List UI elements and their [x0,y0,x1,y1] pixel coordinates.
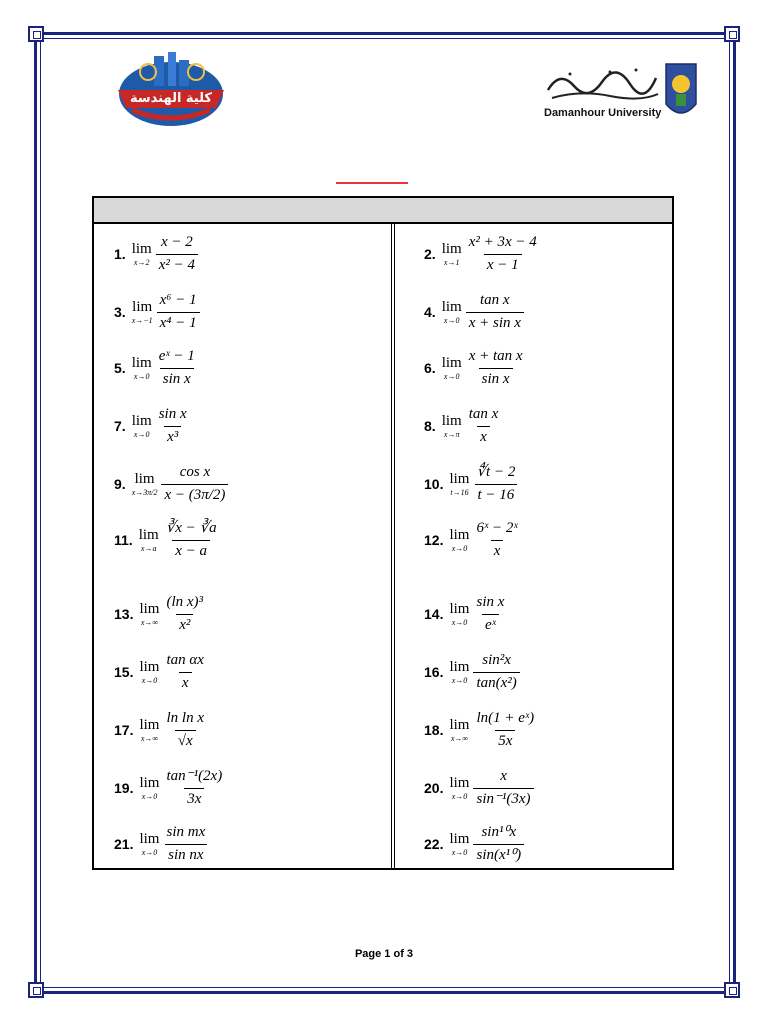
lim-word: lim [449,716,470,733]
fraction [473,520,520,560]
problem-number: 10. [424,476,444,492]
limit-problem [114,400,190,452]
lim-word: lim [441,412,462,429]
problem-number: 20. [424,780,444,796]
limit-problem [114,342,198,394]
fraction [466,292,524,332]
numerator: sin x [476,594,505,611]
title-underline [336,182,408,184]
lim-word: lim [131,240,152,257]
numerator: (ln x)³ [166,594,204,611]
denominator: 5x [495,730,515,750]
frame-corner-icon [724,982,740,998]
numerator: 6ˣ − 2ˣ [476,520,518,537]
denominator: x [179,672,192,692]
denominator: x² − 4 [156,254,198,274]
limit-approach: x→0 [141,675,158,685]
numerator: tan x [468,406,499,423]
limit-approach: x→0 [133,429,150,439]
lim-word: lim [131,412,152,429]
fraction [163,520,220,560]
problem-number: 22. [424,836,444,852]
limit-approach: x→0 [133,371,150,381]
problem-number: 9. [114,476,126,492]
lim-word: lim [139,716,160,733]
problem-number: 8. [424,418,436,434]
lim-word: lim [134,470,155,487]
lim-word: lim [138,526,159,543]
limit-operator [132,472,158,497]
limit-problem [114,458,228,510]
limit-approach: x→3π/2 [131,487,158,497]
problem-number: 13. [114,606,134,622]
numerator: cos x [179,464,211,481]
limit-problem [424,458,518,510]
limit-problem [114,286,200,338]
fraction [163,594,206,634]
denominator: tan(x²) [473,672,519,692]
limit-problem [114,228,198,280]
numerator: x − 2 [160,234,193,251]
limit-problem [424,228,540,280]
fraction [156,348,198,388]
lim-word: lim [449,470,470,487]
problem-number: 3. [114,304,126,320]
problem-number: 4. [424,304,436,320]
limit-operator [442,414,462,439]
limit-problem [424,286,524,338]
limit-approach: x→0 [451,617,468,627]
problem-number: 21. [114,836,134,852]
denominator: x − a [172,540,210,560]
lim-word: lim [139,658,160,675]
denominator: t − 16 [475,484,518,504]
numerator: x + tan x [468,348,523,365]
limit-operator [449,602,469,627]
limit-operator [139,660,159,685]
limit-approach: x→0 [451,847,468,857]
limit-approach: x→0 [451,543,468,553]
lim-word: lim [449,600,470,617]
lim-word: lim [449,526,470,543]
limit-problem [114,646,207,698]
numerator: x⁶ − 1 [159,292,197,309]
problem-number: 5. [114,360,126,376]
limit-problem [424,704,537,756]
limit-approach: x→0 [443,315,460,325]
limit-problem [424,646,520,698]
lim-word: lim [139,600,160,617]
problem-number: 14. [424,606,444,622]
limit-problem [424,588,507,640]
limit-operator [139,528,159,553]
limit-operator [449,660,469,685]
problem-number: 17. [114,722,134,738]
denominator: x [491,540,504,560]
numerator: tan x [480,292,510,309]
limit-operator [139,776,159,801]
fraction [473,824,524,864]
denominator: x³ [164,426,181,446]
problem-number: 6. [424,360,436,376]
lim-word: lim [441,240,462,257]
limit-operator [442,242,462,267]
fraction [161,464,228,504]
limit-problem [114,818,208,870]
limit-operator [442,300,462,325]
fraction [156,406,190,446]
numerator: x [500,768,507,785]
limit-problem [424,514,521,566]
denominator: sin⁻¹(3x) [473,788,533,808]
table-header-bar [94,198,672,224]
lim-word: lim [441,298,462,315]
fraction [163,824,208,864]
limit-problem [114,704,207,756]
limit-approach: x→0 [451,675,468,685]
problem-number: 18. [424,722,444,738]
problem-number: 2. [424,246,436,262]
numerator: ∛x − ∛a [165,520,217,537]
denominator: eˣ [482,614,499,634]
limit-operator [139,602,159,627]
limit-problem [424,342,526,394]
lim-word: lim [132,298,153,315]
limit-problem [424,400,501,452]
limit-problem [424,762,534,814]
fraction [157,292,200,332]
denominator: sin(x¹⁰) [473,844,524,864]
problem-number: 11. [114,532,133,548]
numerator: tan⁻¹(2x) [166,768,223,785]
denominator: x − 1 [484,254,522,274]
denominator: sin x [479,368,513,388]
limit-operator [132,242,152,267]
page-number: Page 1 of 3 [354,948,414,960]
numerator: ln ln x [166,710,204,727]
limit-operator [449,472,469,497]
fraction [473,594,507,634]
denominator: x⁴ − 1 [157,312,200,332]
problem-number: 7. [114,418,126,434]
numerator: sin¹⁰x [481,824,517,841]
numerator: sin x [158,406,187,423]
limit-operator [139,832,159,857]
lim-word: lim [449,774,470,791]
limit-problem [114,514,220,566]
limit-operator [449,832,469,857]
numerator: sin²x [482,652,511,669]
problem-number: 12. [424,532,444,548]
denominator: x + sin x [466,312,524,332]
fraction [163,652,206,692]
limit-approach: x→0 [451,791,468,801]
denominator: x [477,426,490,446]
frame-corner-icon [28,982,44,998]
limit-operator [449,718,469,743]
limit-approach: t→16 [450,487,469,497]
limit-approach: x→1 [443,257,460,267]
limit-approach: x→∞ [140,733,159,743]
lim-word: lim [441,354,462,371]
fraction [466,348,526,388]
fraction [473,464,518,504]
limit-operator [132,300,153,325]
numerator: ln(1 + eˣ) [476,710,535,727]
limit-approach: x→π [443,429,460,439]
denominator: sin x [160,368,194,388]
column-divider [391,224,395,870]
lim-word: lim [131,354,152,371]
frame-corner-icon [724,26,740,42]
limit-operator [132,414,152,439]
limit-problem [114,588,206,640]
limit-operator [449,776,469,801]
limit-approach: x→∞ [450,733,469,743]
frame-corner-icon [28,26,44,42]
denominator: x² [176,614,193,634]
lim-word: lim [449,830,470,847]
fraction [156,234,198,274]
lim-word: lim [449,658,470,675]
problem-number: 1. [114,246,126,262]
numerator: eˣ − 1 [158,348,195,365]
limit-approach: x→−1 [131,315,153,325]
faculty-of-engineering-logo-icon [112,50,230,130]
limit-approach: x→0 [141,847,158,857]
problem-number: 19. [114,780,134,796]
limit-approach: x→a [140,543,157,553]
numerator: x² + 3x − 4 [468,234,537,251]
denominator: √x [175,730,196,750]
problem-number: 16. [424,664,444,680]
fraction [473,710,537,750]
limit-approach: x→0 [443,371,460,381]
lim-word: lim [139,774,160,791]
limit-operator [132,356,152,381]
numerator: sin mx [166,824,206,841]
lim-word: lim [139,830,160,847]
numerator: tan αx [166,652,204,669]
denominator: 3x [184,788,204,808]
limit-operator [449,528,469,553]
fraction [163,768,225,808]
fraction [466,234,540,274]
numerator: ∜t − 2 [476,464,516,481]
fraction [466,406,502,446]
university-name: Damanhour University [544,107,662,119]
fraction [473,652,519,692]
fraction [163,710,207,750]
denominator: sin nx [165,844,206,864]
limit-operator [442,356,462,381]
problem-number: 15. [114,664,134,680]
limit-problem [424,818,524,870]
left-logo-text: كلية الهندسة [130,91,212,106]
limit-approach: x→2 [133,257,150,267]
limit-approach: x→0 [141,791,158,801]
denominator: x − (3π/2) [161,484,228,504]
limit-problem [114,762,225,814]
limit-approach: x→∞ [140,617,159,627]
fraction [473,768,533,808]
limit-operator [139,718,159,743]
